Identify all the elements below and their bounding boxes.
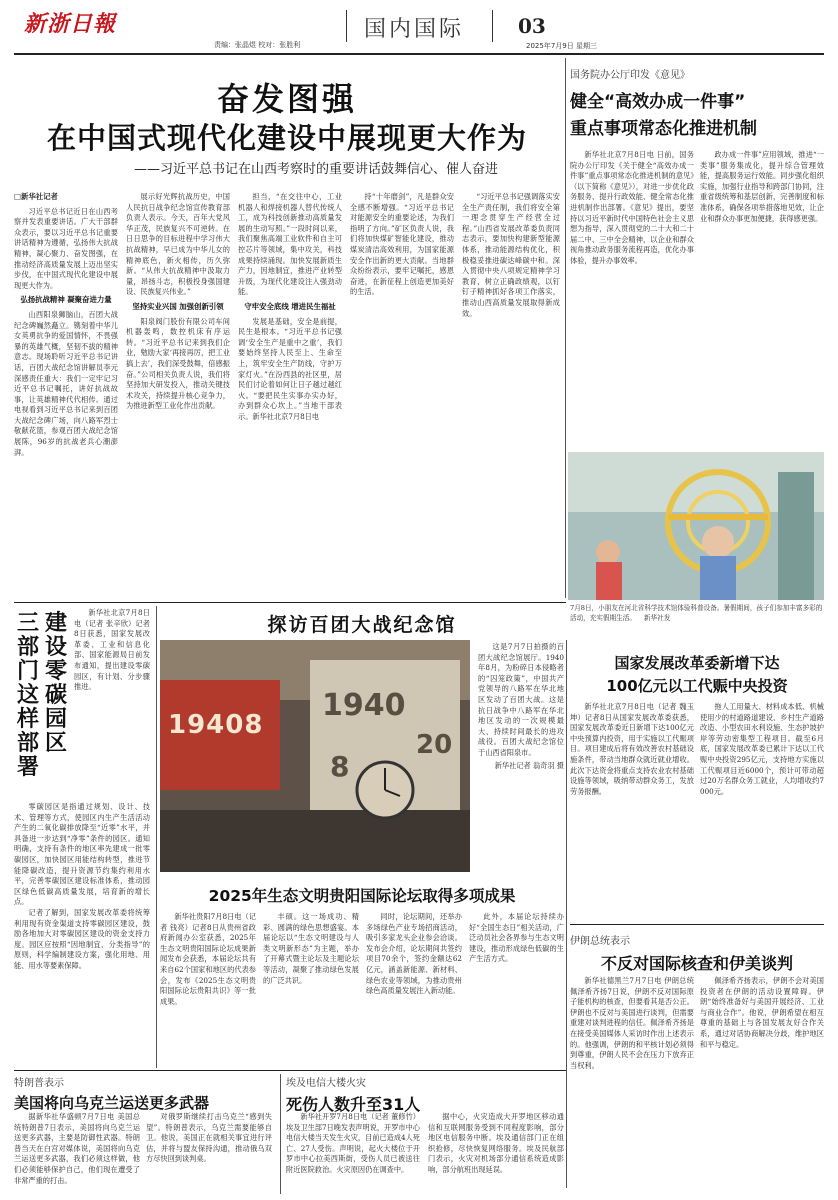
lead-col2b-text: 阳泉阀门股份有限公司车间机器轰鸣，数控机床有序运转。“习近平总书记来到我们企业，勉励大家‘再接再厉，把工业搞上去’，我们深受鼓舞，倍感振奋。”公司相关负责人说，我们将坚持加大研发投入，推动关键技术攻关，持续提升核心竞争力，为推进新型工业化作出贡献。 xyxy=(126,316,230,411)
lead-intro: 习近平总书记近日在山西考察并发表重要讲话。广大干部群众表示，要以习近平总书记重要讲话精神为遵循，弘扬伟大抗战精神，凝心聚力、奋发图强，在推动经济高质量发展上迈出坚实步伐，在中国式现代化建设中展现更大作为。 xyxy=(14,206,118,290)
ndrc-headline-line1: 国家发展改革委新增下达 xyxy=(614,654,780,672)
lead-col5-text: “习近平总书记强调落实安全生产责任制，我们将安全第一理念贯穿生产经营全过程。”山西省发展改革委负责同志表示，要加快构建新型能源体系，推动能源结构优化，积极稳妥推进碳达峰碳中和。深入贯彻中央八项规定精神学习教育，树立正确政绩观，以钉钉子精神抓好各项工作落实，推动山西高质量发展取得新成效。 xyxy=(462,192,560,318)
museum-caption-block xyxy=(478,642,564,872)
title-char: 部 xyxy=(16,731,39,756)
efficiency-headline-line2: 重点事项常态化推进机制 xyxy=(570,119,757,139)
fire-col1-text: 新华社开罗7月8日电（记者 董修竹）埃及卫生部7日晚发表声明说，开罗市中心电信大楼当天发生火灾，目前已造成4人死亡、27人受伤。声明说，起火大楼位于开罗市中心拉美西斯街，受伤人员已被送往附近医院救治。火灾原因仍在调查中。 xyxy=(286,1112,420,1174)
iran-col1 xyxy=(570,976,694,1192)
lead-headline-line2: 在中国式现代化建设中展现更大作为 xyxy=(46,121,527,155)
ndrc-col1 xyxy=(570,702,694,916)
issue-date: 2025年7月9日 星期三 xyxy=(526,42,597,50)
lead-col2-text: 展示好光辉抗战历史，中国人民抗日战争纪念馆宣传教育部负责人表示。今天，百年大党风华正茂，民族复兴不可逆转。在日日思争的目标进程中学习伟大抗战精神，早已成为中华儿女的精神底色，新火相传，历久弥新。“从伟大抗战精神中汲取力量，昂扬斗志，积极投身强国建设、民族复兴伟业。” xyxy=(126,192,230,297)
title-char: 园 xyxy=(44,707,67,732)
ecology-col4 xyxy=(469,912,564,1062)
title-char: 署 xyxy=(16,755,39,780)
ndrc-col2-text: 拖人工用量大、材料成本低、机械使用少的村道路道建设、乡村生产道路改造、小型农田水利设施、生态护坡护岸等劳动密集型工程项目。截至6月底，国家发展改革委已累计下达以工代赈中央投资295亿元，支持地方实施以工代赈项目近6000个，预计可带动超过20万名群众务工就业，人均增收约7000元。 xyxy=(700,702,824,796)
museum-article xyxy=(160,606,564,878)
ecology-col2-text: 丰硕。这一场成功、精彩、圆满的绿色思想盛宴。本届论坛以“生态文明建设与人类文明新形态”为主题，举办了开幕式暨主论坛及主题论坛等活动，凝聚了推动绿色发展的广泛共识。 xyxy=(263,912,359,985)
title-char: 样 xyxy=(16,707,39,732)
museum-sign-20: 20 xyxy=(416,730,453,760)
zero-carbon-lead xyxy=(74,608,150,798)
ukraine-article xyxy=(14,1074,274,1196)
newspaper-logo: 新浙日報 xyxy=(24,11,117,37)
page-number: 03 xyxy=(518,14,546,38)
fire-col1 xyxy=(286,1112,420,1196)
section-title: 国内国际 xyxy=(364,17,465,42)
ecology-col3-text: 同时，论坛期间，还举办多场绿色产业专场招商活动，吸引多家龙头企业参会洽谈。发布会介绍，论坛期间共签约项目70余个，签约金额达62亿元，涵盖新能源、新材料、绿色农业等领域，为推动贵州绿色高质量发展注入新动能。 xyxy=(366,912,462,996)
ukraine-col2-text: 对俄罗斯继续打击乌克兰“感到失望”。特朗普表示，乌克兰需要能够自卫。他说，美国正在就相关事宜进行评估，并将与盟友保持沟通，推动俄乌双方尽快回到谈判桌。 xyxy=(146,1112,272,1164)
museum-photo xyxy=(160,640,470,872)
efficiency-col2-text: 政办成一件事”应用领域，推进“一类事”服务集成化，提升综合管理效能，提高服务运行效能。同步强化组织实施，加强行业指导和跨部门协同，注重省级统筹和基层创新，完善制度和标准体系，确保各项举措落地见效，让企业和群众办事更加便捷，获得感更强。 xyxy=(700,150,824,223)
editors-line: 责编：张晶煜 校对：张胜利 xyxy=(214,41,301,49)
lead-article xyxy=(14,58,560,598)
iran-kicker: 伊朗总统表示 xyxy=(570,936,630,947)
lead-byline: □新华社记者 xyxy=(14,192,58,201)
science-museum-photo xyxy=(568,452,824,600)
zero-carbon-col2: 记者了解到，国家发展改革委将统筹利用现有资金渠道支持零碳园区建设，鼓励各地加大对零碳园区建设的资金支持力度。园区应按照“因地制宜、分类指导”的原则，科学编制建设方案，强化用地、用能、用水等要素保障。 xyxy=(14,907,150,970)
lead-subheadline: ——习近平总书记在山西考察时的重要讲话鼓舞信心、催人奋进 xyxy=(134,162,499,177)
museum-caption: 这是7月7日拍摄的百团大战纪念馆展厅。1940年8月，为粉碎日本侵略者的“囚笼政策”，中国共产党领导的八路军在华北地区发动了百团大战。这是抗日战争中八路军在华北地区发动的一次规模最大、持续时间最长的进攻战役。百团大战纪念馆位于山西省阳泉市。 xyxy=(478,642,564,757)
science-photo-credit: 新华社发 xyxy=(644,613,671,622)
ukraine-headline: 美国将向乌克兰运送更多武器 xyxy=(14,1094,210,1112)
ecology-col3 xyxy=(366,912,462,1062)
title-char: 建 xyxy=(44,611,67,636)
zero-carbon-title-col2 xyxy=(42,612,70,756)
title-char: 这 xyxy=(16,683,39,708)
ndrc-headline-line2: 100亿元以工代赈中央投资 xyxy=(606,677,788,695)
ukraine-col1-text: 据新华社华盛顿7月7日电 美国总统特朗普7日表示，美国将向乌克兰运送更多武器，主要是防御性武器。特朗普当天在白宫对媒体说，美国将向乌克兰运送更多武器，我们必须这样做，他们必须能够保护自己，他们现在遭受了非常严重的打击。 xyxy=(14,1112,140,1185)
ndrc-col2 xyxy=(700,702,824,916)
lead-subhead-2: 坚持实业兴国 加强创新引领 xyxy=(132,301,224,311)
ndrc-col1-text: 新华社北京7月8日电（记者 魏玉坤）记者8日从国家发展改革委获悉，国家发展改革委近日新增下达100亿元中央预算内投资，用于实施以工代赈项目。项目建成后将有效改善农村基础设施条件，带动当地群众就近就业增收。此次下达资金将重点支持农业农村基础设施等领域，吸纳带动群众务工，发放劳务报酬。 xyxy=(570,702,694,796)
lead-column-3 xyxy=(238,192,342,592)
iran-col2 xyxy=(700,976,824,1192)
lead-column-5 xyxy=(462,192,560,592)
lead-col3b-text: 发展是基础，安全是前提，民生是根本。“习近平总书记强调‘安全生产是重中之重’，我们要始终坚持人民至上、生命至上，筑牢安全生产防线，守护万家灯火。”在汾西县的社区里，居民们讨论着如何让日子越过越红火。“要把民生实事办实办好，办到群众心坎上。”当地干部表示。新华社北京7月8日电 xyxy=(238,316,342,421)
lead-column-4 xyxy=(350,192,454,592)
ndrc-article xyxy=(570,652,824,920)
efficiency-article xyxy=(570,66,824,446)
iran-headline: 不反对国际核查和伊美谈判 xyxy=(600,954,793,973)
museum-sign-1940: 1940 xyxy=(322,688,406,723)
zero-carbon-title-col1 xyxy=(14,612,42,780)
fire-headline: 死伤人数升至31人 xyxy=(286,1095,421,1114)
efficiency-col1-text: 新华社北京7月8日电 日前，国务院办公厅印发《关于健全“高效办成一件事”重点事项常态化推进机制的意见》（以下简称《意见》），对进一步优化政务服务、提升行政效能、健全常态化推进机制作出部署。《意见》提出，要坚持以习近平新时代中国特色社会主义思想为指导，深入贯彻党的二十大和二十届二中、三中全会精神，以企业和群众视角推动政务服务流程再造，优化办事体验，提升办事效率。 xyxy=(570,150,694,265)
science-photo-caption: 7月8日，小朋友在河北省科学技术馆体验科普设备。暑假期间，孩子们参加丰富多彩的活动，充实假期生活。 xyxy=(570,604,823,622)
title-char: 三 xyxy=(16,611,39,636)
title-char: 部 xyxy=(16,635,39,660)
lead-column-1 xyxy=(14,192,118,592)
ukraine-kicker: 特朗普表示 xyxy=(14,1078,64,1089)
masthead xyxy=(14,6,824,50)
ecology-forum-article xyxy=(160,880,564,1066)
title-char: 门 xyxy=(16,659,39,684)
zero-carbon-lead-text: 新华社北京7月8日电（记者 张辛欣）记者8日获悉，国家发展改革委、工业和信息化部、国家能源局日前发布通知，提出建设零碳园区，有计划、分步骤推进。 xyxy=(74,608,150,692)
lead-col3-text: 担当，“在交往中心，工业机器人和焊接机器人替代传统人工，成为科技创新推动高质量发展的生动写照。”一段时间以来，我们聚焦高端工业软件和自主可控芯片等领域，集中攻关，科技成果持续涌现。加快发展新质生产力，因地制宜，推进产业转型升级，为现代化建设注入强劲动能。 xyxy=(238,192,342,297)
title-char: 区 xyxy=(44,731,67,756)
title-char: 零 xyxy=(44,659,67,684)
efficiency-kicker: 国务院办公厅印发《意见》 xyxy=(570,70,690,81)
ecology-col4-text: 此外，本届论坛持续办好“全国生态日”相关活动，广泛动员社会各界参与生态文明建设，推动形成绿色低碳的生产生活方式。 xyxy=(469,912,564,964)
zero-carbon-body xyxy=(14,802,150,1052)
title-char: 碳 xyxy=(44,683,67,708)
efficiency-col1 xyxy=(570,150,694,440)
ukraine-col1 xyxy=(14,1112,140,1196)
museum-headline: 探访百团大战纪念馆 xyxy=(267,614,457,636)
ukraine-col2 xyxy=(146,1112,272,1196)
museum-red-wall-number: 19408 xyxy=(168,710,264,740)
zero-carbon-article xyxy=(14,606,152,1056)
museum-sign-8: 8 xyxy=(330,750,350,783)
ecology-headline: 2025年生态文明贵阳国际论坛取得多项成果 xyxy=(208,887,516,905)
fire-col2-text: 据中心，火灾造成大开罗地区移动通信和互联网服务受到不同程度影响，部分地区电信服务中断。埃及通信部门正在组织抢修，尽快恢复网络服务。埃及民航部门表示，火灾对机场部分通信系统造成影响，部分航班出现延误。 xyxy=(428,1112,564,1174)
lead-subhead-3: 守牢安全底线 增进民生福祉 xyxy=(244,301,336,311)
fire-kicker: 埃及电信大楼火灾 xyxy=(286,1078,366,1089)
iran-article xyxy=(570,928,824,1194)
title-char: 设 xyxy=(44,635,67,660)
efficiency-headline-line1: 健全“高效办成一件事” xyxy=(570,92,746,112)
lead-col1-text: 山西阳泉狮脑山，百团大战纪念碑巍然矗立。镌刻着中华儿女英勇抗争的爱国情怀，不畏强暴的英雄气概，坚韧不拔的精神意志。现场聆听习近平总书记讲话，百团大战纪念馆讲解员李元深感责任重大：我们一定牢记习近平总书记嘱托，讲好抗战故事，让英雄精神代代相传。通过电视看到习近平总书记来到百团大战纪念碑广场，向八路军烈士敬献花篮，参观百团大战纪念馆展陈，96岁的抗战老兵心潮澎湃。 xyxy=(14,309,118,457)
science-museum-illustration xyxy=(568,452,824,600)
ecology-col1-text: 新华社贵阳7月8日电（记者 钱亮）记者8日从贵州省政府新闻办公室获悉，2025年生态文明贵阳国际论坛成果新闻发布会获悉，本届论坛共有来自62个国家和地区的代表参会，发布《2025生态文明贵阳国际论坛贵阳共识》等一批成果。 xyxy=(160,912,256,1006)
fire-col2 xyxy=(428,1112,564,1196)
efficiency-col2 xyxy=(700,150,824,440)
fire-article xyxy=(286,1074,564,1196)
iran-col1-text: 新华社德黑兰7月7日电 伊朗总统佩泽希齐扬7日说，伊朗不反对国际原子能机构的核查，但要看其是否公正。伊朗也不反对与美国进行谈判，但需要重建对谈判进程的信任。佩泽希齐扬是在接受美国媒体人采访时作出上述表示的。他强调，伊朗的和平核计划必须得到尊重，伊朗人民不会在压力下放弃正当权利。 xyxy=(570,976,694,1070)
lead-column-2 xyxy=(126,192,230,592)
ecology-col2 xyxy=(263,912,359,1062)
lead-headline-line1: 奋发图强 xyxy=(216,80,357,118)
lead-col4-text: 持“十年磨剑”，凡是群众安全感不断增强。“习近平总书记对能源安全的重要论述，为我们指明了方向。”矿区负责人说，我们将加快煤矿智能化建设，推动煤炭清洁高效利用，为国家能源安全作出新的更大贡献。当地群众纷纷表示，要牢记嘱托，感恩奋进，在新征程上创造更加美好的生活。 xyxy=(350,192,454,297)
lead-subhead-1: 弘扬抗战精神 凝聚奋进力量 xyxy=(20,295,112,305)
museum-credit: 新华社记者 翁奇羽 摄 xyxy=(494,760,564,770)
ecology-col1 xyxy=(160,912,256,1062)
zero-carbon-col1: 零碳园区是指通过规划、设计、技术、管理等方式，使园区内生产生活活动产生的二氧化碳排放降至“近零”水平，并具备进一步达到“净零”条件的园区。通知明确，支持有条件的地区率先建成一批零碳园区，加快园区用能结构转型，推进节能降碳改造，提升资源节约集约利用水平，完善零碳园区建设标准体系，推动园区绿色低碳高质量发展，培育新的增长点。 xyxy=(14,802,150,907)
science-photo-caption-block xyxy=(570,604,824,623)
iran-col2-text: 佩泽希齐扬表示，伊朗不会对美国投资者在伊朗的活动设置障碍。伊朗“始终准备好与美国开展经济、工业与商业合作”。他说，伊朗希望在相互尊重的基础上与各国发展友好合作关系，通过对话协商解决分歧，维护地区和平与稳定。 xyxy=(700,976,824,1049)
